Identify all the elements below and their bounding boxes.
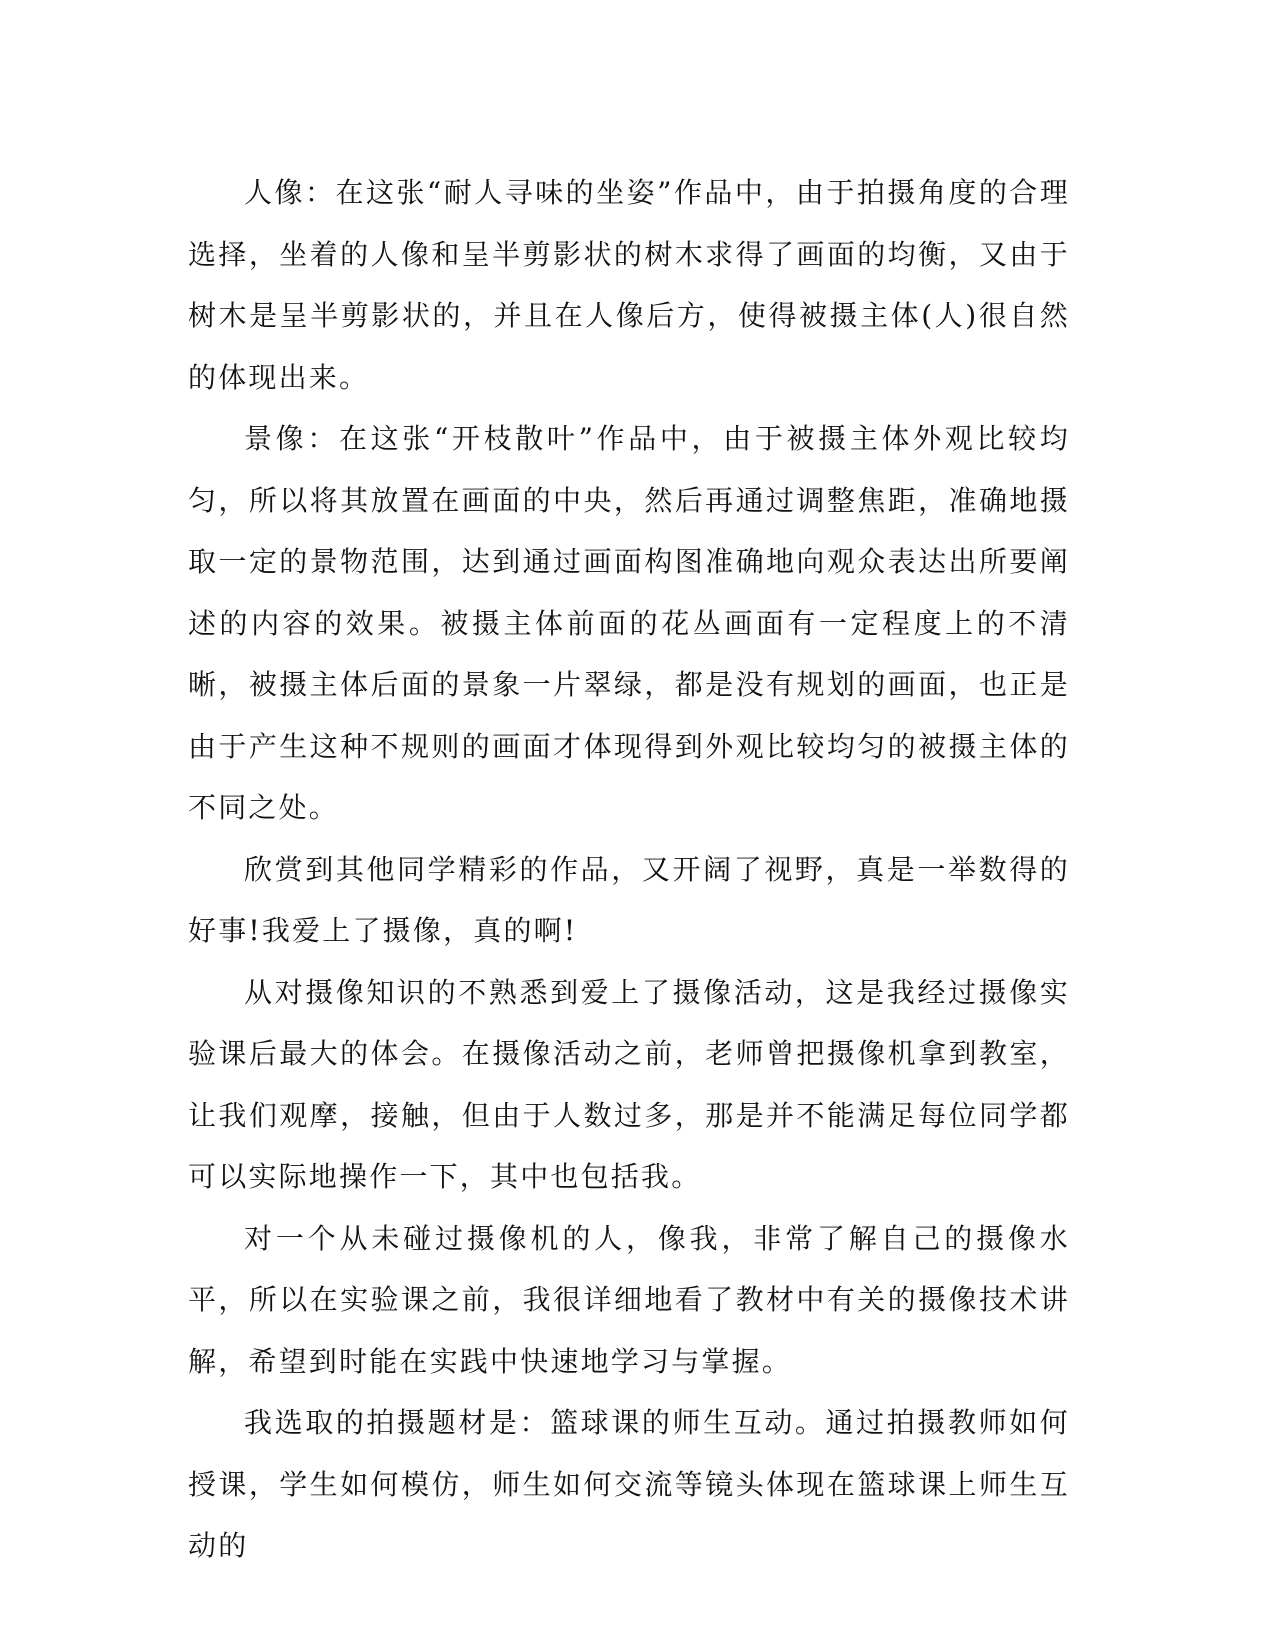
document-body — [188, 162, 1070, 1577]
paragraph-scenery: 景像：在这张“开枝散叶”作品中，由于被摄主体外观比较均匀，所以将其放置在画面的中央，然后再通过调整焦距，准确地摄取一定的景物范围，达到通过画面构图准确地向观众表达出所要阐述的内容的效果。被摄主体前面的花丛画面有一定程度上的不清晰，被摄主体后面的景象一片翠绿，都是没有规划的画面，也正是由于产生这种不规则的画面才体现得到外观比较均匀的被摄主体的不同之处。 — [188, 422, 1070, 824]
paragraph-topic: 我选取的拍摄题材是：篮球课的师生互动。通过拍摄教师如何授课，学生如何模仿，师生如何交流等镜头体现在篮球课上师生互动的 — [188, 1406, 1070, 1562]
paragraph-appreciation: 欣赏到其他同学精彩的作品，又开阔了视野，真是一举数得的好事!我爱上了摄像，真的啊! — [188, 852, 1070, 947]
paragraph-experience: 从对摄像知识的不熟悉到爱上了摄像活动，这是我经过摄像实验课后最大的体会。在摄像活动之前，老师曾把摄像机拿到教室，让我们观摩，接触，但由于人数过多，那是并不能满足每位同学都可以实际地操作一下，其中也包括我。 — [188, 975, 1070, 1193]
paragraph-preparation: 对一个从未碰过摄像机的人，像我，非常了解自己的摄像水平，所以在实验课之前，我很详细地看了教材中有关的摄像技术讲解，希望到时能在实践中快速地学习与掌握。 — [188, 1221, 1070, 1378]
paragraph-portrait: 人像：在这张“耐人寻味的坐姿”作品中，由于拍摄角度的合理选择，坐着的人像和呈半剪影状的树木求得了画面的均衡，又由于树木是呈半剪影状的，并且在人像后方，使得被摄主体(人)很自然的体现出来。 — [188, 176, 1070, 394]
